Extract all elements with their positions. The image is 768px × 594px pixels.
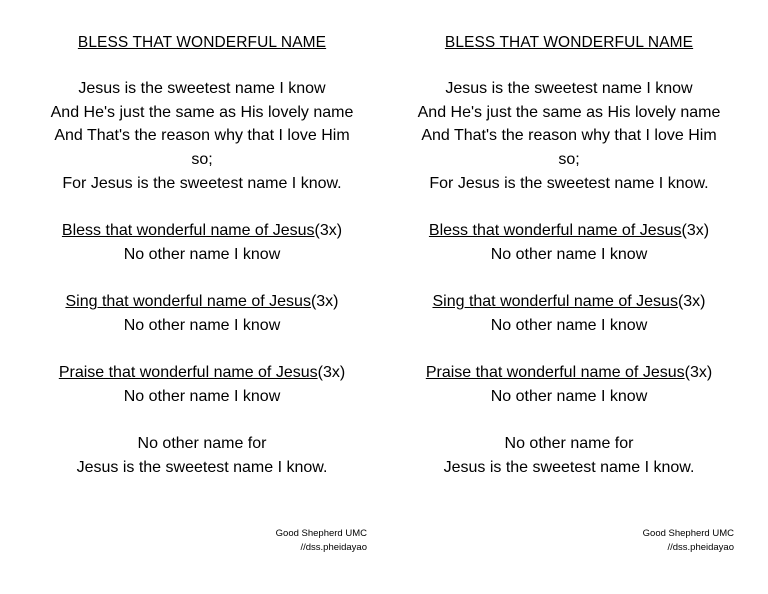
chorus-response: No other name I know [490, 388, 648, 406]
chorus-response: No other name I know [123, 388, 281, 406]
chorus-line-praise [34, 361, 370, 385]
repeat-mark: (3x) [310, 293, 339, 311]
repeat-mark: (3x) [314, 222, 343, 240]
chorus-response: No other name I know [123, 245, 281, 263]
verse-line: And He's just the same as His lovely name [50, 103, 354, 121]
chorus-underlined: Praise that wonderful name of Jesus [58, 364, 318, 382]
ending-line: No other name for [137, 435, 267, 453]
verse-line: And That's the reason why that I love Him [421, 127, 717, 145]
lyrics-column-right [401, 33, 737, 480]
repeat-mark: (3x) [317, 364, 346, 382]
footer-left [167, 527, 367, 555]
chorus-response: No other name I know [123, 317, 281, 334]
repeat-mark: (3x) [684, 364, 713, 382]
verse-line: And He's just the same as His lovely name [417, 103, 721, 121]
verse-line: so; [558, 151, 580, 169]
verse-line: For Jesus is the sweetest name I know. [429, 174, 709, 192]
chorus-underlined: Sing that wonderful name of Jesus [65, 293, 311, 311]
chorus-line-sing [401, 290, 737, 314]
chorus-line-praise [401, 361, 737, 385]
author-credit: //dss.pheidayao [300, 542, 367, 553]
chorus-response: No other name I know [490, 245, 648, 263]
verse-line: Jesus is the sweetest name I know [78, 80, 326, 97]
repeat-mark: (3x) [681, 222, 710, 240]
chorus-underlined: Bless that wonderful name of Jesus [428, 222, 682, 240]
chorus-underlined: Praise that wonderful name of Jesus [425, 364, 685, 382]
footer-right [534, 527, 734, 555]
chorus-underlined: Sing that wonderful name of Jesus [432, 293, 678, 311]
chorus-line-sing [34, 290, 370, 314]
author-credit: //dss.pheidayao [667, 542, 734, 553]
ending-line: Jesus is the sweetest name I know. [76, 459, 328, 477]
verse-line: Jesus is the sweetest name I know [445, 80, 693, 97]
verse-line: so; [191, 151, 213, 169]
song-title: BLESS THAT WONDERFUL NAME [77, 34, 327, 51]
chorus-underlined: Bless that wonderful name of Jesus [61, 222, 315, 240]
church-name: Good Shepherd UMC [642, 528, 734, 539]
ending-line: Jesus is the sweetest name I know. [443, 459, 695, 477]
song-title: BLESS THAT WONDERFUL NAME [444, 34, 694, 51]
chorus-line-bless [34, 219, 370, 243]
repeat-mark: (3x) [677, 293, 706, 311]
lyrics-column-left [34, 33, 370, 480]
church-name: Good Shepherd UMC [275, 528, 367, 539]
chorus-line-bless [401, 219, 737, 243]
chorus-response: No other name I know [490, 317, 648, 334]
verse-line: And That's the reason why that I love Him [54, 127, 350, 145]
verse-line: For Jesus is the sweetest name I know. [62, 174, 342, 192]
ending-line: No other name for [504, 435, 634, 453]
